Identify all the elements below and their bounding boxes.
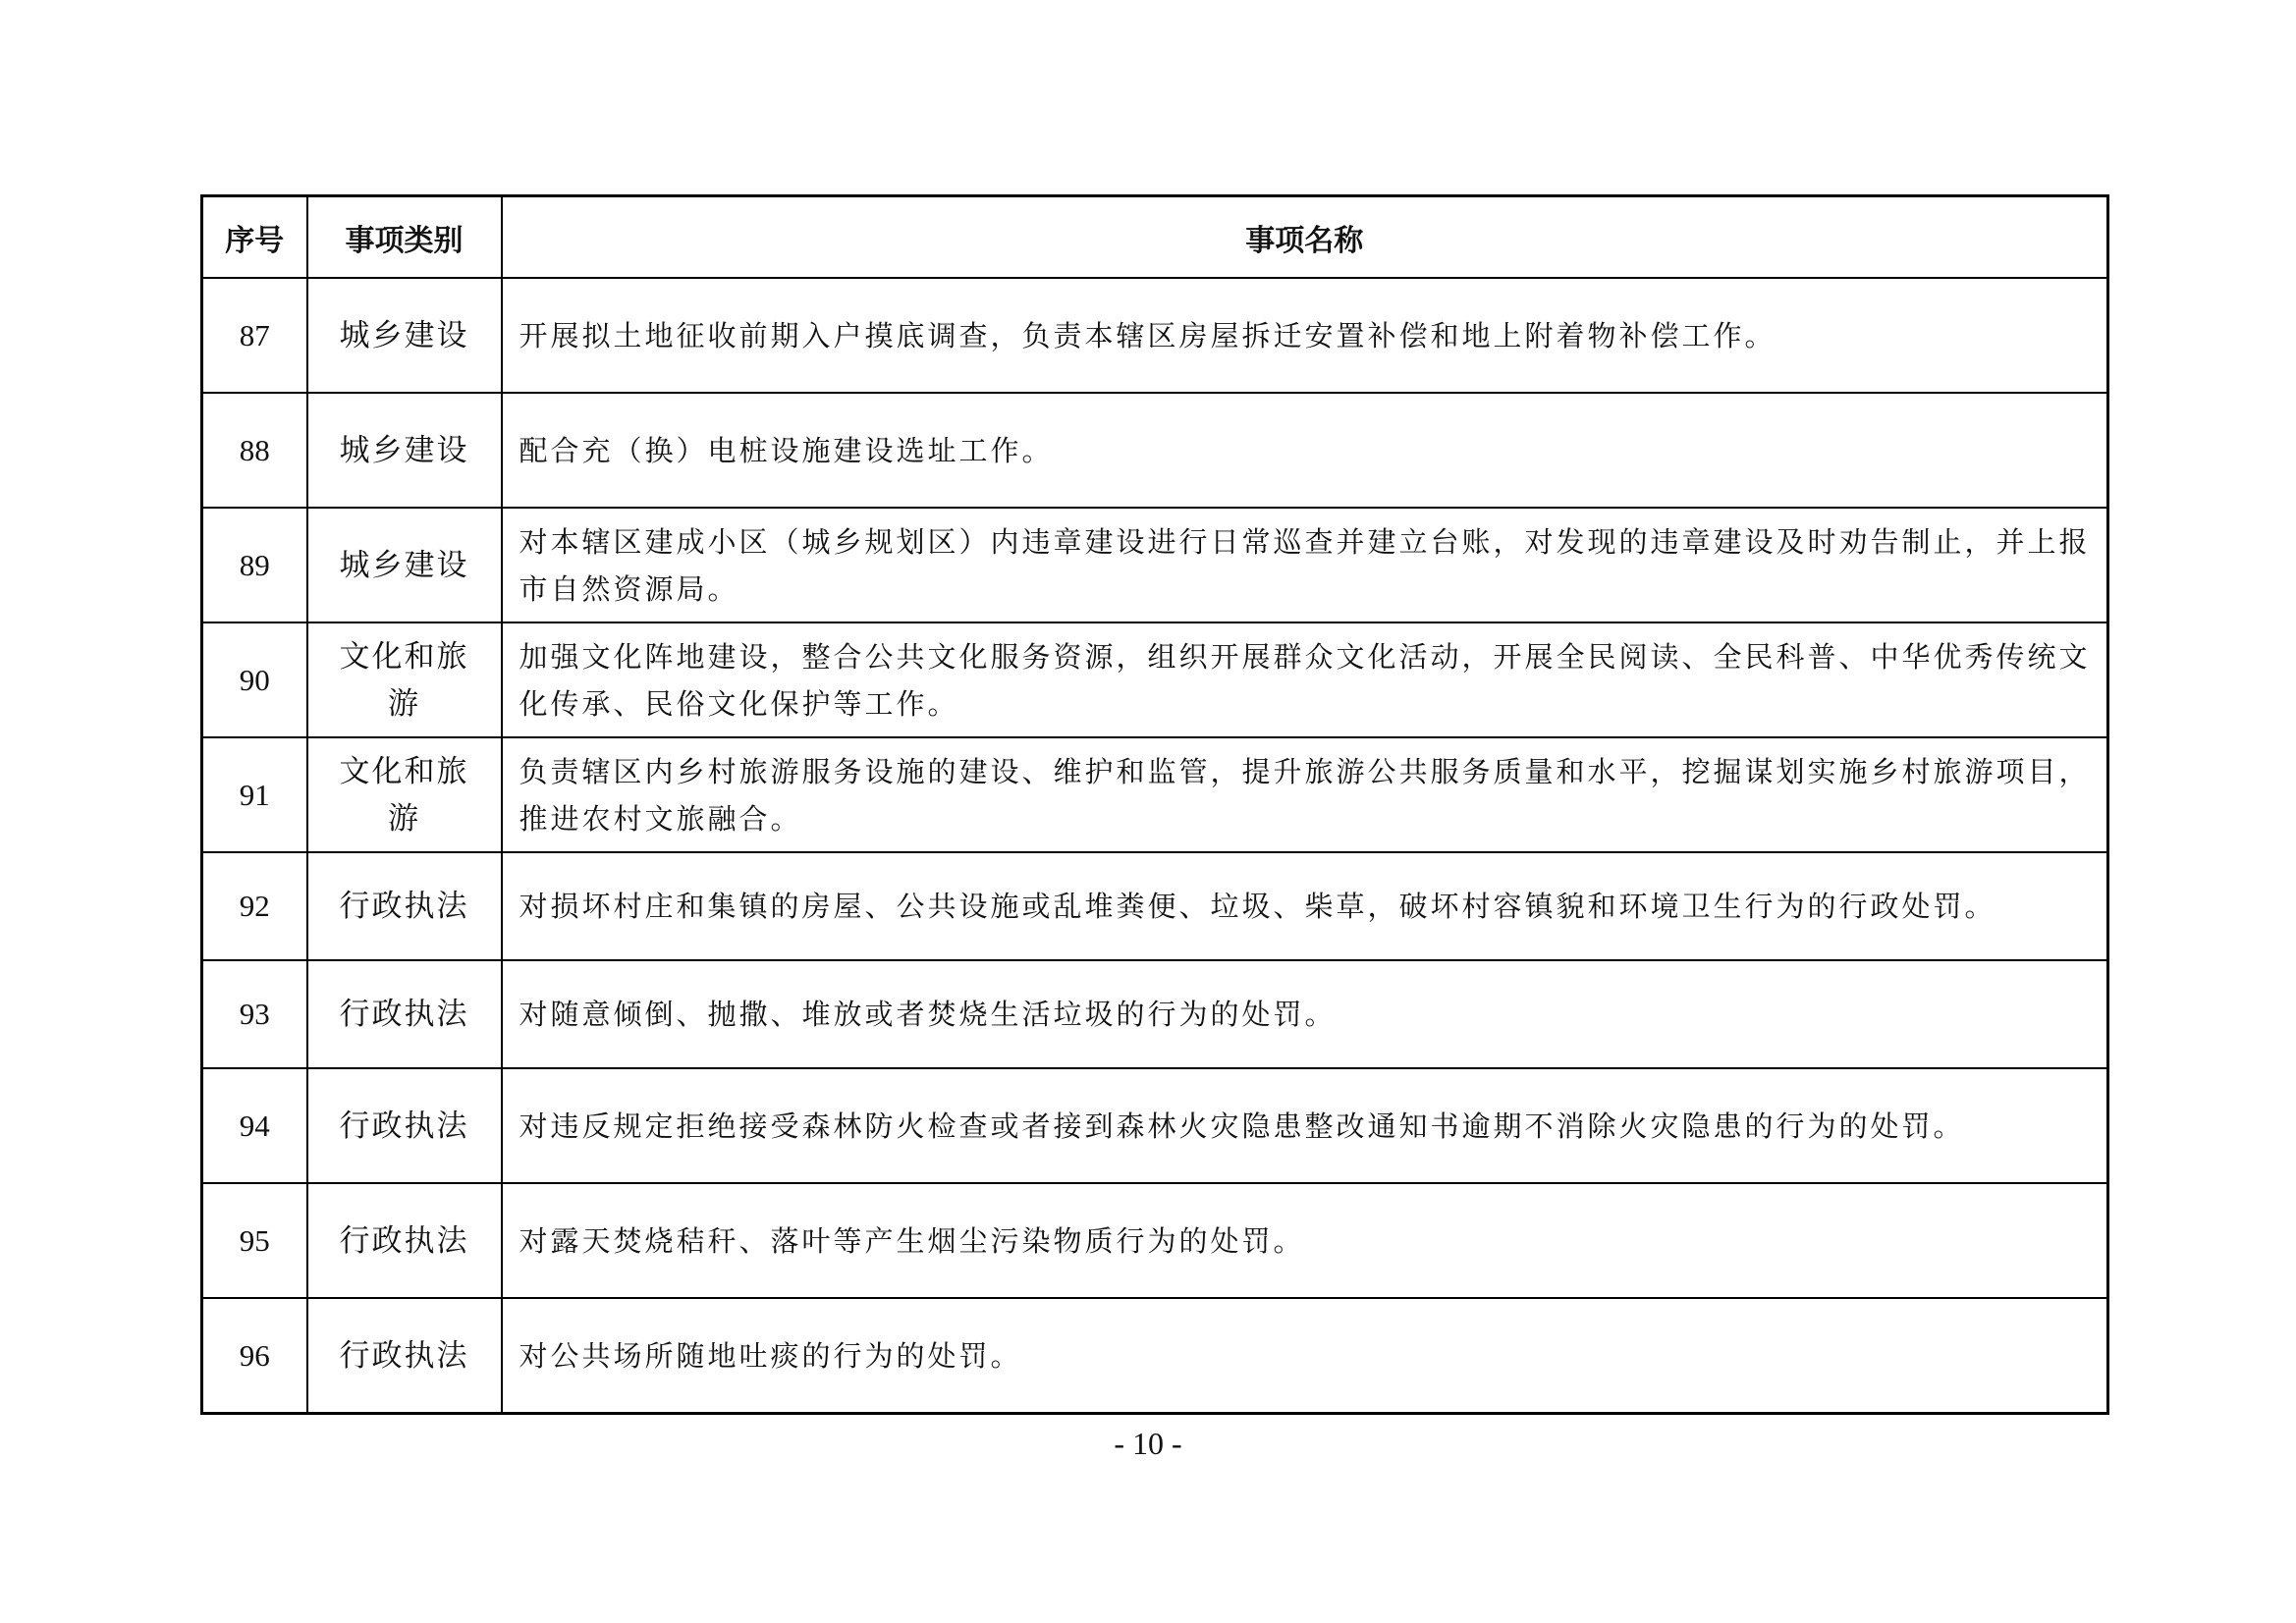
row-category-text: 行政执法 (339, 1108, 469, 1144)
row-category-text: 城乡建设 (339, 547, 469, 583)
row-number: 96 (202, 1298, 307, 1414)
row-number: 95 (202, 1183, 307, 1298)
matters-table (200, 194, 2109, 1415)
row-name: 加强文化阵地建设，整合公共文化服务资源，组织开展群众文化活动，开展全民阅读、全民科普、中华优秀传统文化传承、民俗文化保护等工作。 (502, 622, 2108, 737)
row-category (307, 622, 502, 737)
row-category (307, 1183, 502, 1298)
row-category-text: 行政执法 (339, 889, 469, 924)
row-category-text: 文化和旅游 (339, 638, 469, 722)
row-category (307, 852, 502, 960)
row-name: 负责辖区内乡村旅游服务设施的建设、维护和监管，提升旅游公共服务质量和水平，挖掘谋划实施乡村旅游项目，推进农村文旅融合。 (502, 737, 2108, 852)
row-category (307, 1298, 502, 1414)
row-category-text: 城乡建设 (339, 317, 469, 353)
table-row (202, 393, 2108, 508)
row-name: 配合充（换）电桩设施建设选址工作。 (502, 393, 2108, 508)
row-category-text: 行政执法 (339, 997, 469, 1032)
header-name: 事项名称 (502, 196, 2108, 279)
row-name: 对违反规定拒绝接受森林防火检查或者接到森林火灾隐患整改通知书逾期不消除火灾隐患的行为的处罚。 (502, 1068, 2108, 1183)
page-number: - 10 - (1114, 1426, 1182, 1461)
row-category-text: 行政执法 (339, 1222, 469, 1259)
table-row (202, 852, 2108, 960)
table-row (202, 622, 2108, 737)
table-row (202, 1183, 2108, 1298)
row-number: 94 (202, 1068, 307, 1183)
header-category: 事项类别 (307, 196, 502, 279)
row-name: 对随意倾倒、抛撒、堆放或者焚烧生活垃圾的行为的处罚。 (502, 960, 2108, 1068)
table-row (202, 960, 2108, 1068)
row-category-text: 城乡建设 (339, 432, 469, 468)
table-row (202, 1068, 2108, 1183)
table-header-row (202, 196, 2108, 279)
row-name: 开展拟土地征收前期入户摸底调查，负责本辖区房屋拆迁安置补偿和地上附着物补偿工作。 (502, 278, 2108, 393)
row-number: 92 (202, 852, 307, 960)
row-name: 对本辖区建成小区（城乡规划区）内违章建设进行日常巡查并建立台账，对发现的违章建设及时劝告制止，并上报市自然资源局。 (502, 508, 2108, 622)
row-number: 91 (202, 737, 307, 852)
table-row (202, 278, 2108, 393)
table-row (202, 508, 2108, 622)
row-number: 93 (202, 960, 307, 1068)
row-name: 对公共场所随地吐痰的行为的处罚。 (502, 1298, 2108, 1414)
row-number: 88 (202, 393, 307, 508)
row-category (307, 393, 502, 508)
row-category (307, 278, 502, 393)
row-category-text: 文化和旅游 (339, 753, 469, 837)
row-category (307, 960, 502, 1068)
row-category (307, 737, 502, 852)
row-name: 对露天焚烧秸秆、落叶等产生烟尘污染物质行为的处罚。 (502, 1183, 2108, 1298)
row-number: 89 (202, 508, 307, 622)
row-name: 对损坏村庄和集镇的房屋、公共设施或乱堆粪便、垃圾、柴草，破坏村容镇貌和环境卫生行为的行政处罚。 (502, 852, 2108, 960)
table-row (202, 737, 2108, 852)
row-category (307, 508, 502, 622)
row-category-text: 行政执法 (339, 1337, 469, 1374)
header-number: 序号 (202, 196, 307, 279)
table-row (202, 1298, 2108, 1414)
row-number: 90 (202, 622, 307, 737)
row-number: 87 (202, 278, 307, 393)
row-category (307, 1068, 502, 1183)
